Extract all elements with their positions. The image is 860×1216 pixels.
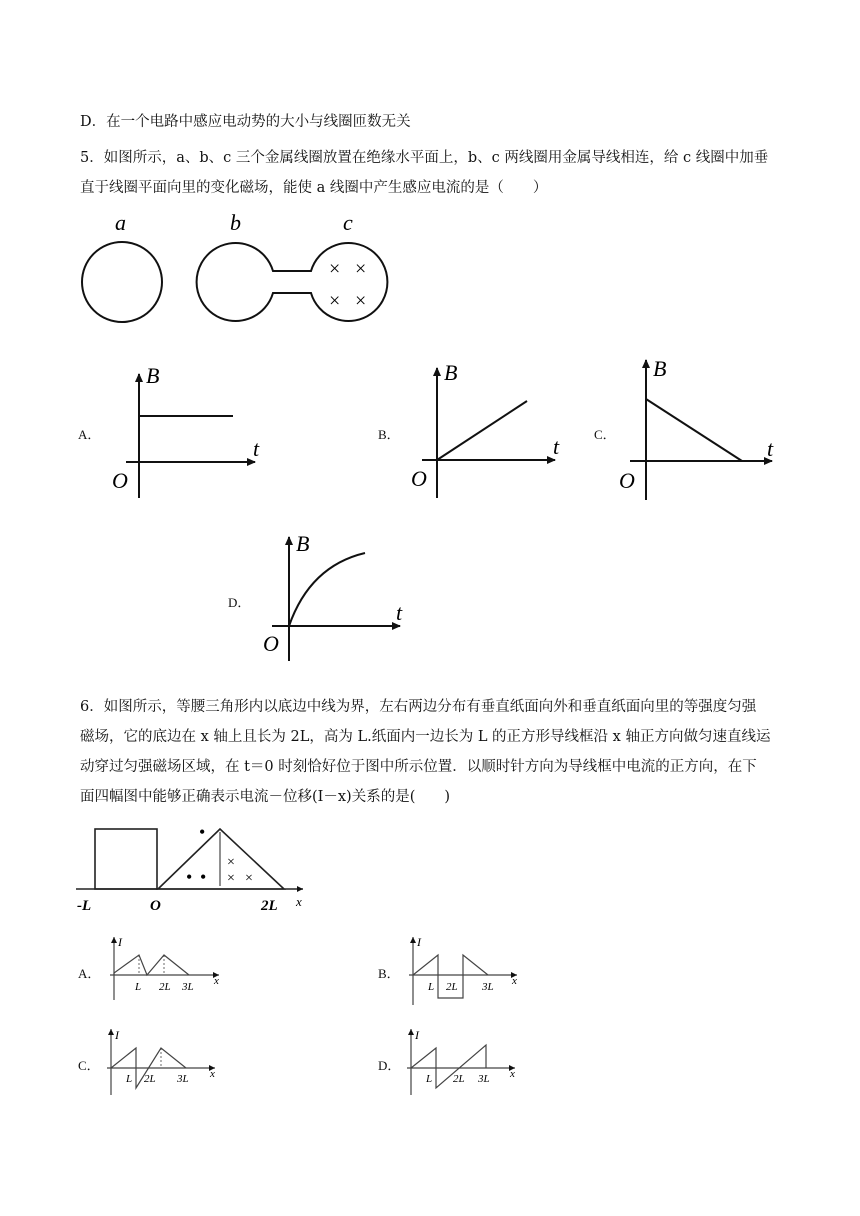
dot-1: • xyxy=(199,822,206,842)
tick-l-b: L xyxy=(428,981,435,993)
q6-text-line4: 面四幅图中能够正确表示电流－位移(I－x)关系的是( ) xyxy=(80,789,451,805)
axis-t-a: t xyxy=(253,436,260,461)
q6-text-line3: 动穿过匀强磁场区域，在 t＝0 时刻恰好位于图中所示位置．以顺时针方向为导线框中电流的正方向，在下 xyxy=(80,759,757,775)
tick-2l-c: 2L xyxy=(144,1073,156,1085)
axis-t-c: t xyxy=(767,436,774,461)
q6-text-line2: 磁场，它的底边在 x 轴上且长为 2L，高为 L.纸面内一边长为 L 的正方形导线框沿 x 轴正方向做匀速直线运 xyxy=(80,729,771,745)
tick-l-c: L xyxy=(126,1073,133,1085)
field-mark-4: × xyxy=(355,290,367,312)
axis-i-b: I xyxy=(417,935,421,949)
tick-l-a: L xyxy=(135,981,142,993)
tick-minus-l: -L xyxy=(77,898,92,914)
tick-3l-d: 3L xyxy=(478,1073,490,1085)
axis-x-c: x xyxy=(210,1068,215,1080)
q6-graph-c xyxy=(107,1028,215,1095)
q6-option-d-label: D． xyxy=(378,1058,401,1073)
q6-option-c-label: C． xyxy=(78,1058,100,1073)
q5-text-line1: 5．如图所示，a、b、c 三个金属线圈放置在绝缘水平面上，b、c 两线圈用金属导线相连，给 c 线圈中加垂 xyxy=(80,150,769,166)
axis-x-a: x xyxy=(214,975,219,987)
axis-b-c: B xyxy=(653,356,667,381)
q5-option-c-label: C． xyxy=(594,427,616,442)
origin-a: O xyxy=(112,468,128,493)
cross-1: × xyxy=(227,855,235,870)
q6-option-a-label: A． xyxy=(78,966,101,981)
axis-x-d: x xyxy=(510,1068,515,1080)
tick-2l-b: 2L xyxy=(446,981,458,993)
q6-graph-b xyxy=(409,935,517,1005)
coil-label-b: b xyxy=(230,210,241,235)
q6-graph-d xyxy=(407,1028,515,1095)
axis-i-d: I xyxy=(415,1028,419,1042)
tick-3l-c: 3L xyxy=(177,1073,189,1085)
field-mark-2: × xyxy=(355,258,367,280)
q6-graph-a xyxy=(110,935,219,1000)
x-axis-label: x xyxy=(296,894,302,909)
q6-text-line1: 6．如图所示，等腰三角形内以底边中线为界，左右两边分布有垂直纸面向外和垂直纸面向里的等强度匀强 xyxy=(80,699,757,715)
tick-3l-b: 3L xyxy=(482,981,494,993)
field-mark-1: × xyxy=(329,258,341,280)
q5-option-b-label: B． xyxy=(378,427,400,442)
q6-option-b-label: B． xyxy=(378,966,400,981)
cross-2: × xyxy=(227,871,235,886)
axis-i-c: I xyxy=(115,1028,119,1042)
dot-3: • xyxy=(200,867,207,887)
q5-option-a-label: A． xyxy=(78,427,101,442)
tick-origin: O xyxy=(150,898,161,914)
axis-b-b: B xyxy=(444,360,458,385)
axis-t-d: t xyxy=(396,600,403,625)
tick-3l-a: 3L xyxy=(182,981,194,993)
origin-b: O xyxy=(411,466,427,491)
q5-text-line2: 直于线圈平面向里的变化磁场，能使 a 线圈中产生感应电流的是（ ） xyxy=(80,180,548,196)
coil-label-a: a xyxy=(115,210,126,235)
tick-l-d: L xyxy=(426,1073,433,1085)
coil-label-c: c xyxy=(343,210,353,235)
axis-b-a: B xyxy=(146,363,160,388)
axis-b-d: B xyxy=(296,531,310,556)
origin-c: O xyxy=(619,468,635,493)
dot-2: • xyxy=(186,867,193,887)
origin-d: O xyxy=(263,631,279,656)
q4-option-d: D．在一个电路中感应电动势的大小与线圈匝数无关 xyxy=(80,114,411,130)
axis-x-b: x xyxy=(512,975,517,987)
tick-2l-a: 2L xyxy=(159,981,171,993)
q5-option-d-label: D． xyxy=(228,595,251,610)
tick-2l-d: 2L xyxy=(453,1073,465,1085)
current-curve-a xyxy=(114,955,189,975)
current-curve-d xyxy=(411,1045,486,1088)
cross-3: × xyxy=(245,871,253,886)
field-mark-3: × xyxy=(329,290,341,312)
axis-t-b: t xyxy=(553,434,560,459)
tick-2l: 2L xyxy=(261,898,278,914)
axis-i-a: I xyxy=(118,935,122,949)
